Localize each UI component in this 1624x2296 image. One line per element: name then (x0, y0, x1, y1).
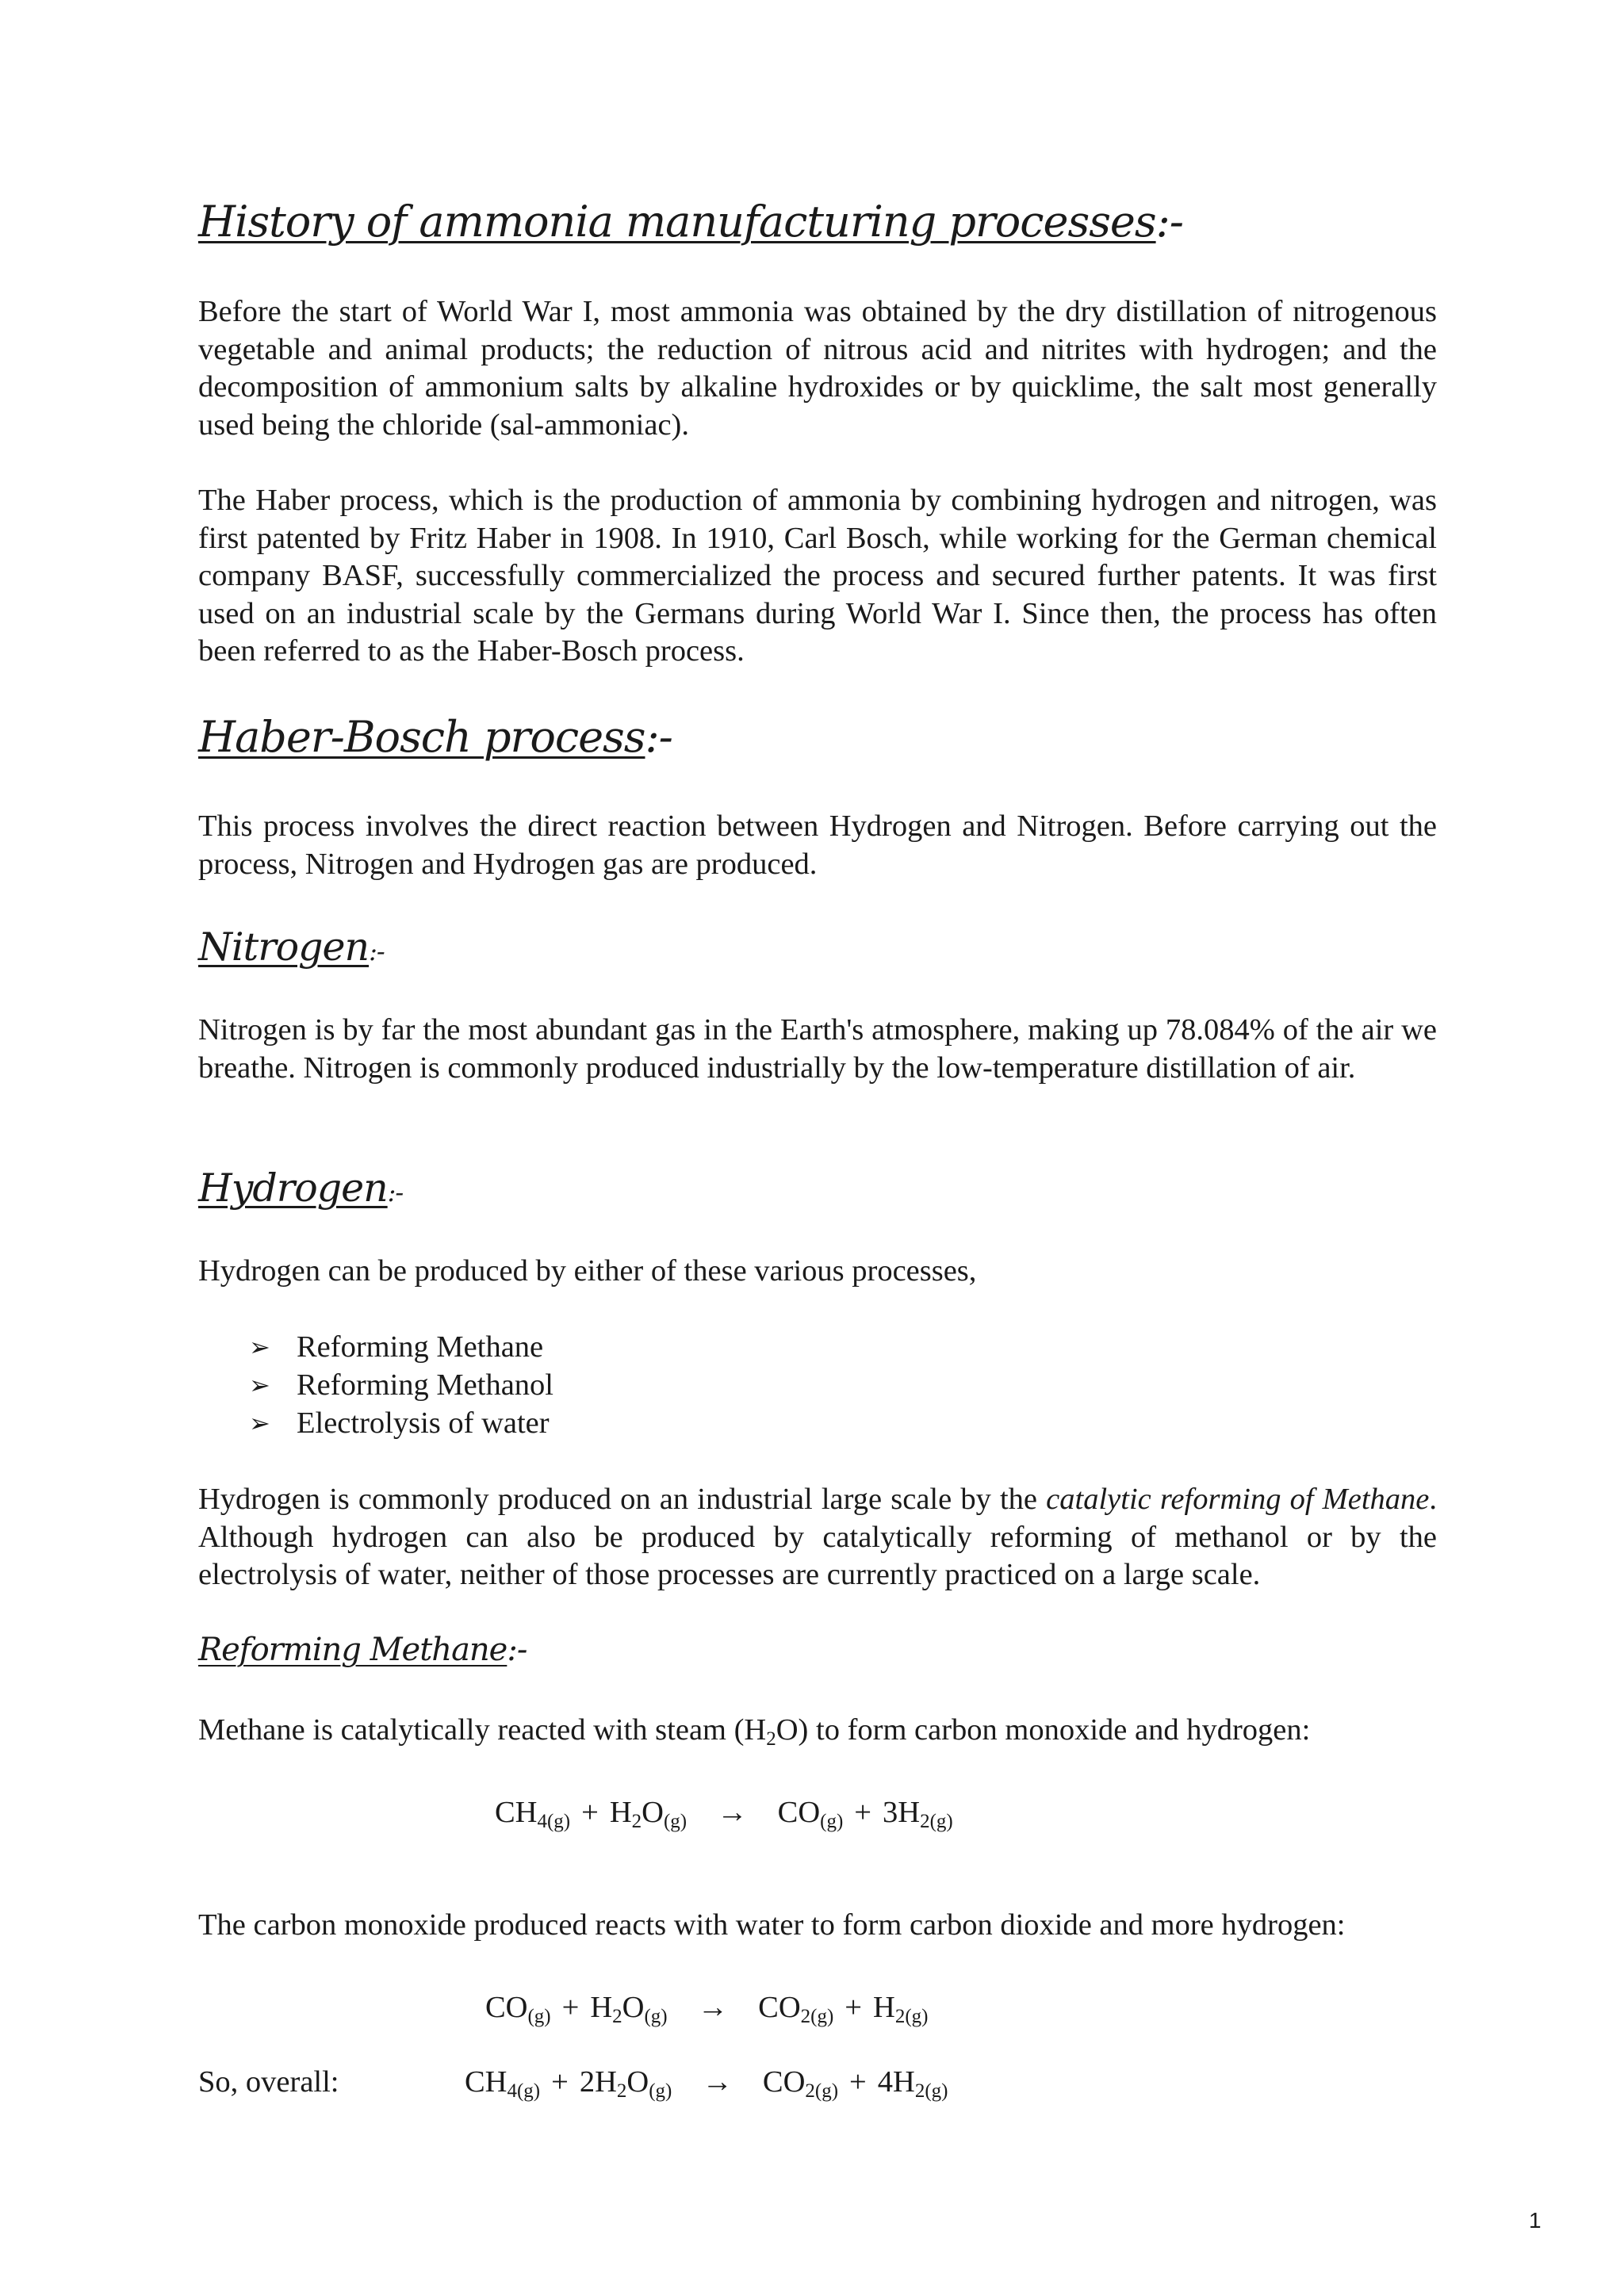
heading-hydrogen-text: Hydrogen (198, 1165, 388, 1211)
formula: 2H (579, 2065, 617, 2099)
paragraph-history-1: Before the start of World War I, most ammonia was obtained by the dry distillation of nitrogenous vegetable and animal products; the reduction of nitrous acid and nitrites with hydrogen; and the decomposition of ammonium salts by alkaline hydroxides or by quicklime, the salt most generally used being the chloride (sal-ammoniac). (198, 295, 1437, 442)
arrowhead-bullet-icon: ➢ (249, 1408, 270, 1438)
paragraph-reforming-intro (198, 1712, 1437, 1750)
formula: O (626, 2065, 649, 2099)
plus-sign: + (854, 1796, 871, 1829)
list-item (198, 1404, 553, 1442)
formula: CO (762, 2065, 806, 2099)
plus-sign: + (849, 2065, 867, 2099)
plus-sign: + (581, 1796, 599, 1829)
heading-nitrogen-text: Nitrogen (198, 924, 370, 970)
heading-nitrogen (198, 924, 385, 970)
subscript: (g) (663, 1811, 688, 1832)
paragraph-text: Methane is catalytically reacted with steam (H (198, 1713, 767, 1747)
subscript: (g) (649, 2080, 672, 2102)
arrowhead-bullet-icon: ➢ (249, 1370, 270, 1400)
plus-sign: + (845, 1991, 862, 2024)
formula: O (642, 1796, 664, 1829)
formula: CH (495, 1796, 538, 1829)
heading-reforming-methane (198, 1632, 527, 1668)
formula: CO (758, 1991, 801, 2024)
plus-sign: + (551, 2065, 569, 2099)
formula: H (590, 1991, 613, 2024)
paragraph-nitrogen: Nitrogen is by far the most abundant gas in the Earth's atmosphere, making up 78.084% of the air we breathe. Nitrogen is commonly produced industrially by the low-temperature distillation of air. (198, 1013, 1437, 1085)
subscript: (g) (644, 2006, 668, 2027)
paragraph-water-gas-shift: The carbon monoxide produced reacts with water to form carbon dioxide and more hydrogen: (198, 1908, 1346, 1942)
subscript: 2(g) (800, 2006, 834, 2027)
list-item-label: Reforming Methane (297, 1330, 544, 1364)
emphasis-text: catalytic reforming of Methane (1046, 1483, 1430, 1516)
subscript: 2 (612, 2006, 622, 2027)
formula: 4H (877, 2065, 915, 2099)
formula: 3H (883, 1796, 921, 1829)
heading-haber-bosch (198, 712, 672, 762)
heading-suffix: :- (507, 1632, 527, 1668)
heading-hydrogen (198, 1165, 403, 1211)
paragraph-hydrogen-intro: Hydrogen can be produced by either of these various processes, (198, 1254, 977, 1288)
subscript: (g) (820, 1811, 844, 1832)
subscript: 2 (616, 2080, 627, 2102)
subscript: (g) (527, 2006, 551, 2027)
hydrogen-process-list (198, 1328, 553, 1442)
overall-label: So, overall: (198, 2065, 339, 2099)
paragraph-haber-bosch: This process involves the direct reaction between Hydrogen and Nitrogen. Before carrying out the process, Nitrogen and Hydrogen gas are produced. (198, 809, 1437, 881)
document-page (198, 0, 1437, 2296)
subscript: 2(g) (805, 2080, 839, 2102)
paragraph-hydrogen-production (198, 1481, 1437, 1594)
subscript: 4(g) (537, 1811, 571, 1832)
heading-history (198, 197, 1183, 247)
paragraph-text: . Although hydrogen can also be produced by catalytically reforming of methanol or by the electrolysis of water, neither of those processes are currently practiced on a large scale. (198, 1483, 1437, 1591)
formula: O (622, 1991, 645, 2024)
reaction-arrow: → (717, 1796, 748, 1829)
page-number: 1 (1529, 2208, 1542, 2233)
list-item-label: Reforming Methanol (297, 1368, 553, 1402)
heading-history-text: History of ammonia manufacturing processes (198, 197, 1156, 247)
reaction-arrow: → (697, 1991, 729, 2024)
heading-suffix: :- (387, 1177, 404, 1207)
subscript: 2(g) (914, 2080, 948, 2102)
paragraph-text: O) to form carbon monoxide and hydrogen: (776, 1713, 1311, 1747)
plus-sign: + (561, 1991, 580, 2024)
equation-water-gas-shift (485, 1988, 928, 2026)
subscript: 2 (631, 1811, 642, 1832)
subscript: 4(g) (507, 2080, 541, 2102)
reaction-arrow: → (702, 2065, 733, 2099)
formula: CH (465, 2065, 508, 2099)
subscript: 2(g) (920, 1811, 953, 1832)
paragraph-text: Hydrogen is commonly produced on an industrial large scale by the (198, 1483, 1047, 1516)
formula: H (609, 1796, 632, 1829)
heading-haber-bosch-text: Haber-Bosch process (198, 712, 645, 762)
formula: CO (777, 1796, 821, 1829)
list-item (198, 1366, 553, 1404)
formula: CO (485, 1991, 528, 2024)
heading-suffix: :- (645, 712, 672, 762)
equation-steam-reforming (495, 1793, 953, 1831)
subscript: 2(g) (894, 2006, 929, 2027)
list-item-label: Electrolysis of water (297, 1406, 550, 1440)
paragraph-history-2: The Haber process, which is the production of ammonia by combining hydrogen and nitrogen, was first patented by Fritz Haber in 1908. In 1910, Carl Bosch, while working for the German chemical company BASF, successfully commercialized the process and secured further patents. It was first used on an industrial scale by the Germans during World War I. Since then, the process has often been referred to as the Haber-Bosch process. (198, 484, 1437, 668)
heading-reforming-methane-text: Reforming Methane (198, 1632, 508, 1668)
equation-overall (465, 2063, 948, 2101)
heading-suffix: :- (1155, 197, 1184, 247)
subscript: 2 (766, 1728, 776, 1750)
list-item (198, 1328, 553, 1366)
heading-suffix: :- (369, 936, 385, 966)
formula: H (873, 1991, 895, 2024)
arrowhead-bullet-icon: ➢ (249, 1332, 270, 1362)
